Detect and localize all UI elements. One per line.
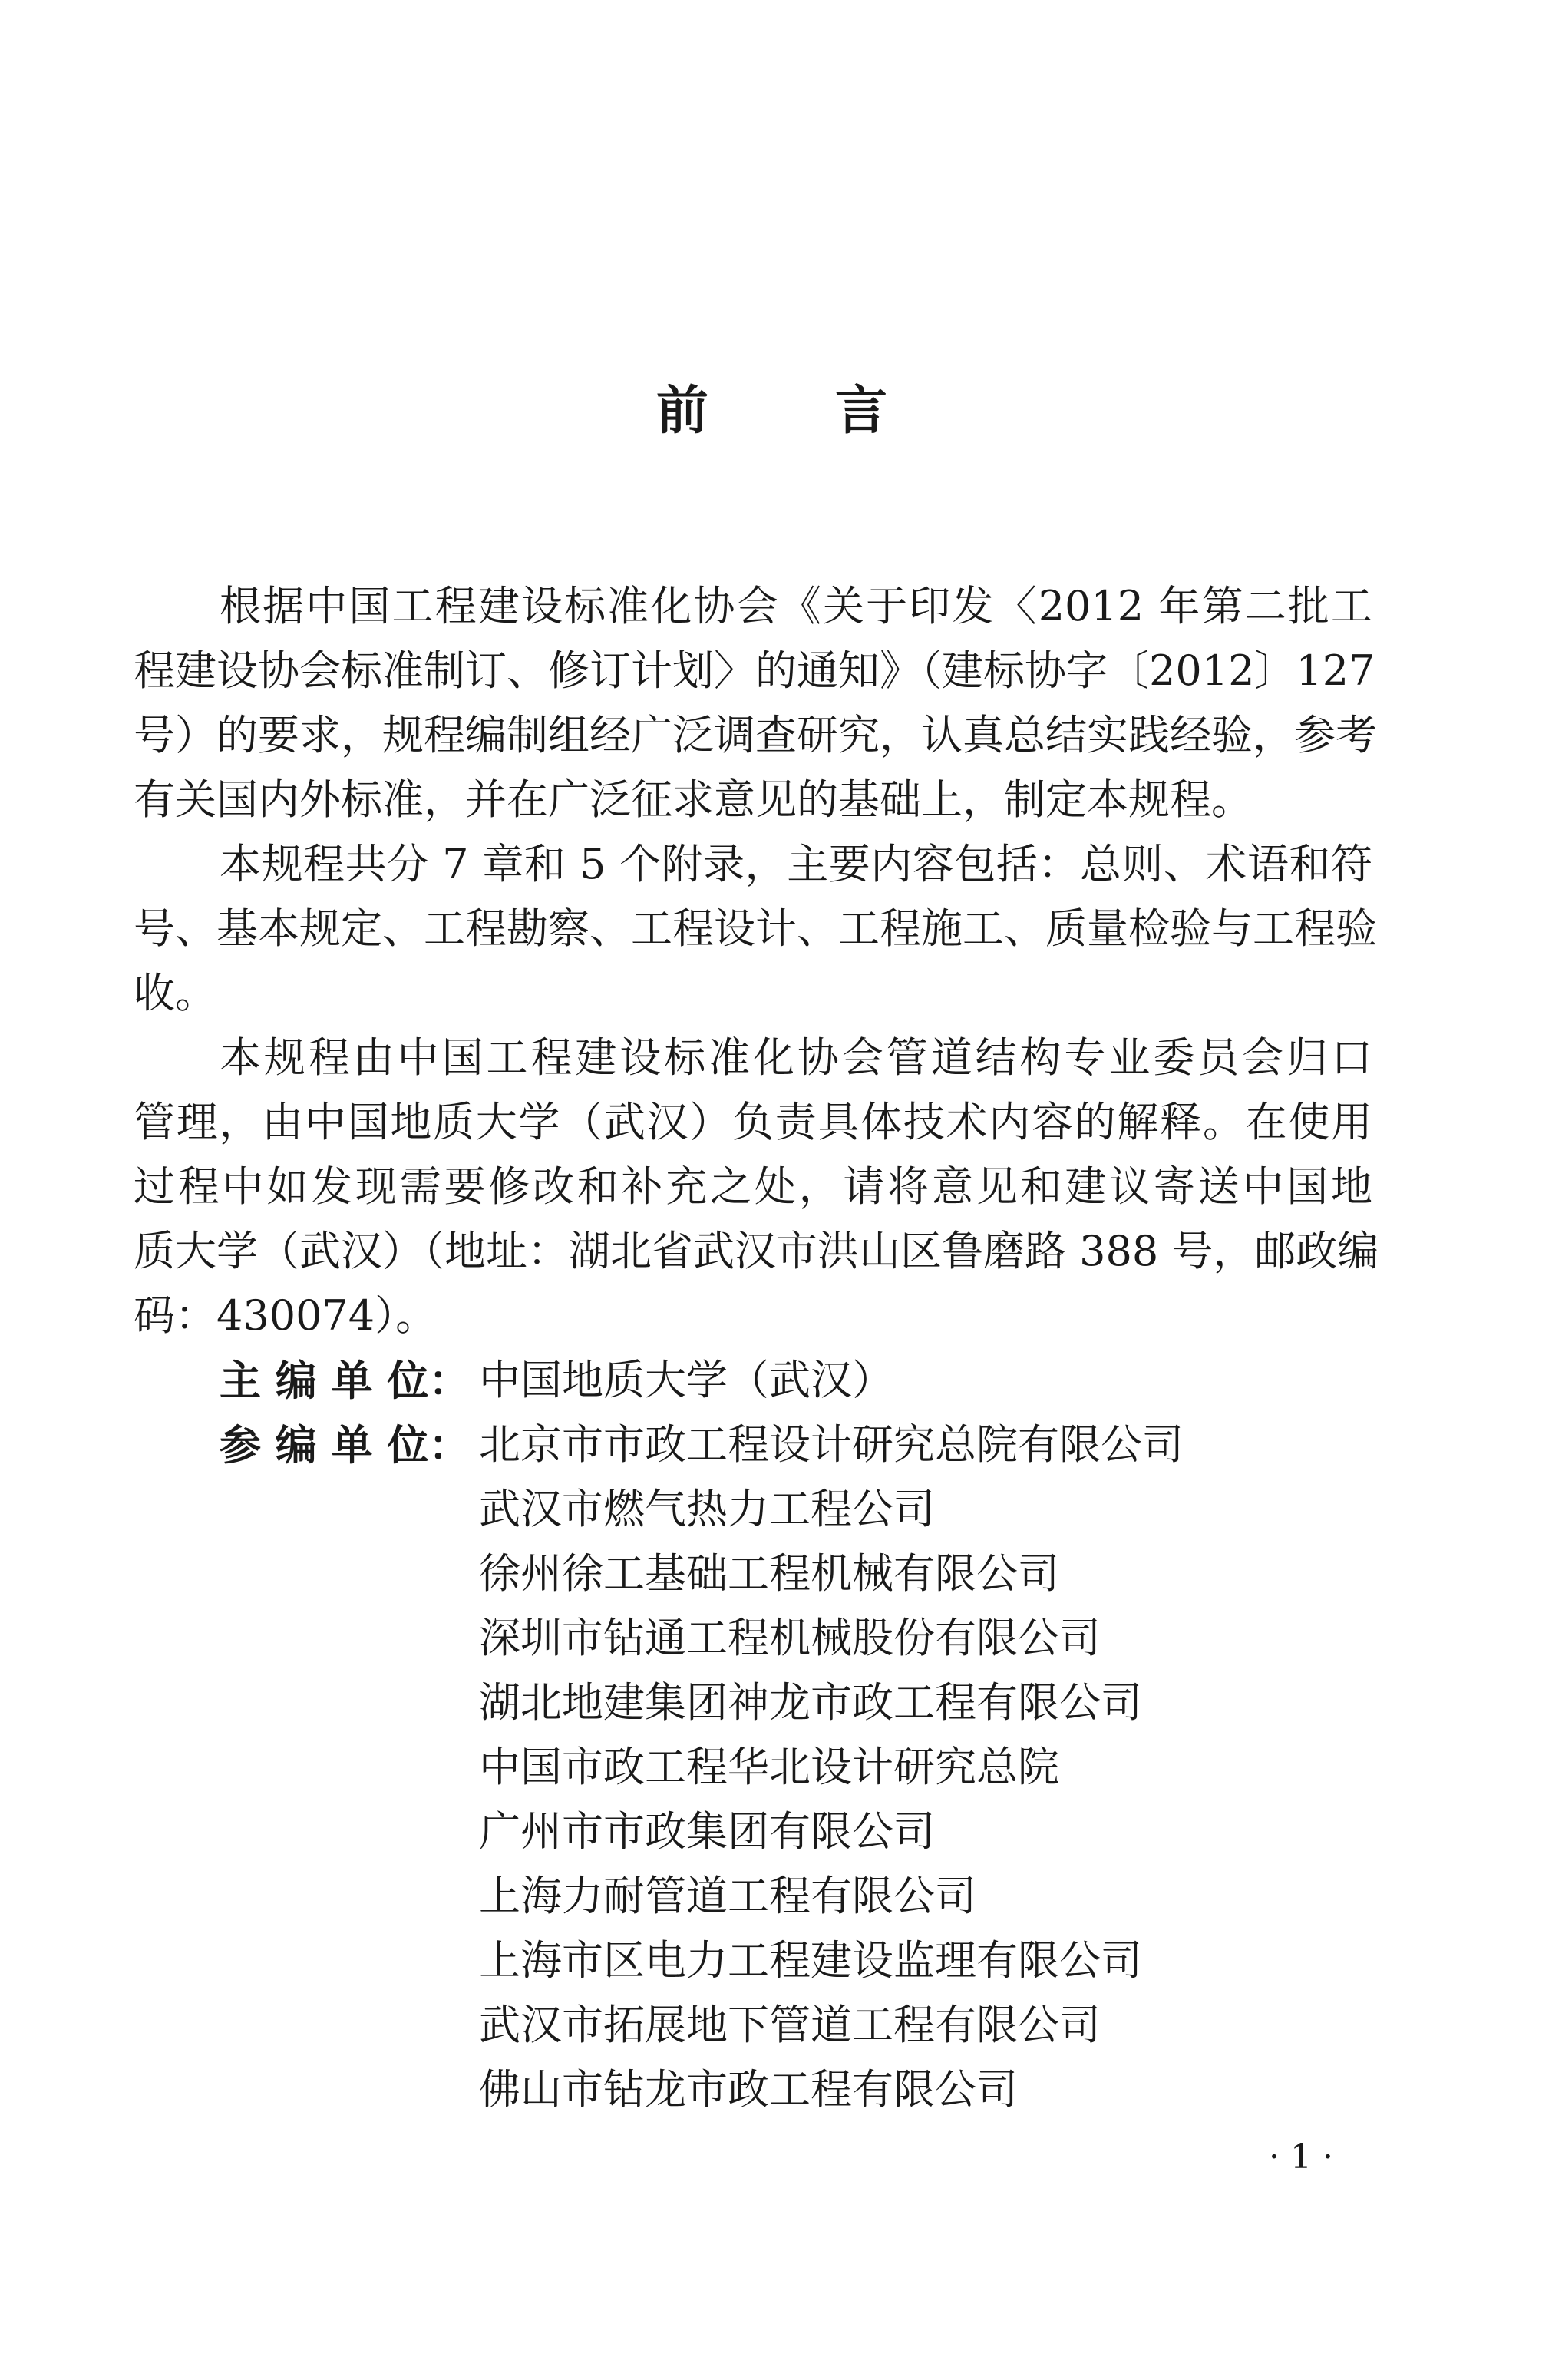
title-char-2: 言 xyxy=(835,380,888,441)
participating-unit-name: 北京市市政工程设计研究总院有限公司 xyxy=(479,1420,1184,1469)
participating-units-label: 参 编 单 位： xyxy=(220,1420,471,1469)
participating-unit-name: 徐州徐工基础工程机械有限公司 xyxy=(479,1549,1059,1598)
participating-unit-name: 佛山市钻龙市政工程有限公司 xyxy=(479,2065,1018,2114)
participating-unit-name: 上海力耐管道工程有限公司 xyxy=(479,1872,976,1920)
participating-unit-name: 湖北地建集团神龙市政工程有限公司 xyxy=(479,1678,1142,1727)
paragraph-line: 管理，由中国地质大学（武汉）负责具体技术内容的解释。在使用 xyxy=(134,1098,1372,1146)
paragraph-line: 程建设协会标准制订、修订计划〉的通知》（建标协字〔2012〕127 xyxy=(134,646,1375,695)
participating-unit-name: 上海市区电力工程建设监理有限公司 xyxy=(479,1936,1142,1985)
participating-unit-name: 武汉市燃气热力工程公司 xyxy=(479,1485,935,1533)
paragraph-line: 码：430074）。 xyxy=(134,1291,438,1340)
paragraph-line: 过程中如发现需要修改和补充之处，请将意见和建议寄送中国地 xyxy=(134,1162,1372,1211)
paragraph-line: 号）的要求，规程编制组经广泛调查研究，认真总结实践经验，参考 xyxy=(134,711,1377,759)
participating-unit-name: 中国市政工程华北设计研究总院 xyxy=(479,1743,1059,1791)
paragraph-line: 本规程共分 7 章和 5 个附录，主要内容包括：总则、术语和符 xyxy=(220,840,1372,888)
paragraph-line: 质大学（武汉）（地址：湖北省武汉市洪山区鲁磨路 388 号，邮政编 xyxy=(134,1227,1379,1275)
paragraph-line: 有关国内外标准，并在广泛征求意见的基础上，制定本规程。 xyxy=(134,775,1253,824)
title-char-1: 前 xyxy=(656,380,709,441)
chief-unit-name: 中国地质大学（武汉） xyxy=(479,1356,893,1404)
participating-unit-name: 广州市市政集团有限公司 xyxy=(479,1807,935,1856)
participating-unit-name: 深圳市钻通工程机械股份有限公司 xyxy=(479,1614,1101,1662)
paragraph-line: 收。 xyxy=(134,969,216,1017)
paragraph-line: 根据中国工程建设标准化协会《关于印发〈2012 年第二批工 xyxy=(220,582,1372,630)
paragraph-line: 号、基本规定、工程勘察、工程设计、工程施工、质量检验与工程验 xyxy=(134,904,1377,953)
paragraph-line: 本规程由中国工程建设标准化协会管道结构专业委员会归口 xyxy=(220,1033,1372,1082)
page-number: · 1 · xyxy=(1269,2137,1333,2177)
participating-unit-name: 武汉市拓展地下管道工程有限公司 xyxy=(479,2001,1101,2049)
page-title xyxy=(0,376,1552,445)
chief-unit-label: 主 编 单 位： xyxy=(220,1356,471,1405)
